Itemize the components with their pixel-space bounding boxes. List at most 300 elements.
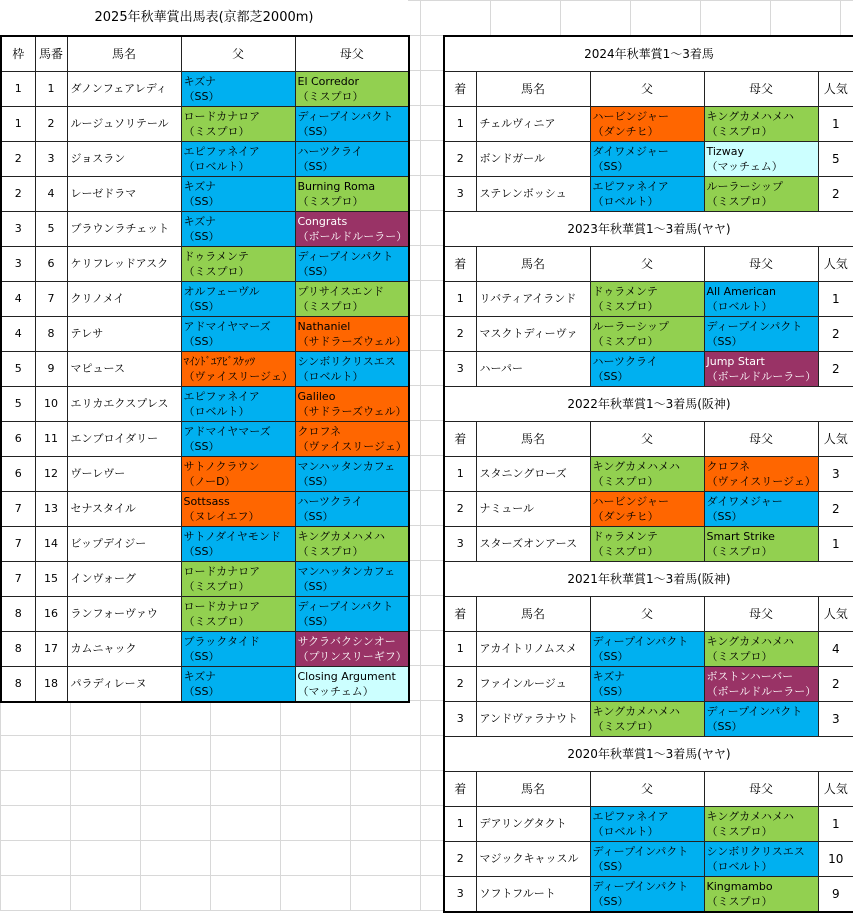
dam-sire-cell-line: ディープインパクト [297,250,394,263]
sire-cell [181,387,295,422]
table-row [444,527,853,562]
dam-sire-cell-lineage: （ロベルト） [706,300,773,313]
horse-name-cell: リバティアイランド [476,282,590,317]
sire-cell-lineage: （ミスプロ） [592,545,659,558]
dam-sire-cell-lineage: （SS） [297,160,334,173]
sire-cell-line: ﾏｲﾝﾄﾞﾕｱﾋﾞｽｹｯﾂ [183,355,255,368]
table-row [1,142,409,177]
sire-cell [181,177,295,212]
dam-sire-cell-line: El Corredor [297,75,360,88]
header-horse-name: 馬名 [67,36,181,72]
header-popularity: 人気 [818,422,853,457]
sire-cell-line: ロードカナロア [183,110,261,123]
section-title-row [444,212,853,247]
umaban-cell: 9 [35,352,67,387]
popularity-cell: 2 [818,667,853,702]
dam-sire-cell [704,632,818,667]
sire-cell-lineage: （SS） [592,160,629,173]
header-rank: 着 [444,422,476,457]
header-horse-name: 馬名 [476,422,590,457]
sire-cell [181,212,295,247]
header-dam-sire: 母父 [704,72,818,107]
umaban-cell: 4 [35,177,67,212]
sire-cell [590,107,704,142]
rank-cell: 2 [444,842,476,877]
header-horse-name: 馬名 [476,597,590,632]
waku-cell: 8 [1,632,35,667]
dam-sire-cell-lineage: （ロベルト） [297,370,364,383]
rank-cell: 3 [444,177,476,212]
popularity-cell: 3 [818,457,853,492]
dam-sire-cell-lineage: （プリンスリーギフ） [297,650,407,663]
section-title-row [444,562,853,597]
sire-cell-line: キングカメハメハ [592,460,680,473]
umaban-cell: 3 [35,142,67,177]
waku-cell: 6 [1,422,35,457]
horse-name-cell: マスクトディーヴァ [476,317,590,352]
sire-cell-line: ハーツクライ [592,355,658,368]
sire-cell-line: キズナ [592,670,626,683]
sire-cell-lineage: （SS） [183,90,220,103]
dam-sire-cell [295,527,409,562]
dam-sire-cell-lineage: （ミスプロ） [297,195,364,208]
sire-cell-lineage: （ノーD） [183,475,236,488]
dam-sire-cell-line: ディープインパクト [706,320,803,333]
umaban-cell: 6 [35,247,67,282]
waku-cell: 5 [1,387,35,422]
header-sire: 父 [590,772,704,807]
dam-sire-cell-lineage: （ヴァイスリージェ） [706,475,816,488]
dam-sire-cell-lineage: （ボールドルーラー） [706,370,817,383]
entries-header-row [1,36,409,72]
table-row [1,667,409,703]
dam-sire-cell [295,562,409,597]
table-row [1,492,409,527]
dam-sire-cell-line: キングカメハメハ [706,810,794,823]
dam-sire-cell [704,457,818,492]
dam-sire-cell-lineage: （サドラーズウェル） [297,335,407,348]
sire-cell-line: キズナ [183,215,217,228]
horse-name-cell: ケリフレッドアスク [67,247,181,282]
waku-cell: 7 [1,527,35,562]
dam-sire-cell-line: ダイワメジャー [706,495,783,508]
sire-cell [181,422,295,457]
section-title-row [444,737,853,772]
table-row [1,317,409,352]
header-horse-name: 馬名 [476,772,590,807]
dam-sire-cell-line: ディープインパクト [297,600,394,613]
dam-sire-cell-line: Burning Roma [297,180,376,193]
sire-cell [181,142,295,177]
rank-cell: 1 [444,457,476,492]
sire-cell-lineage: （ロベルト） [592,195,659,208]
sire-cell-line: エピファネイア [592,180,669,193]
dam-sire-cell-lineage: （ミスプロ） [297,90,364,103]
popularity-cell: 4 [818,632,853,667]
sire-cell [590,457,704,492]
section-title: 2023年秋華賞1～3着馬(ヤヤ) [444,212,853,247]
section-title: 2022年秋華賞1～3着馬(阪神) [444,387,853,422]
table-row [444,317,853,352]
section-header-row [444,72,853,107]
umaban-cell: 5 [35,212,67,247]
popularity-cell: 2 [818,352,853,387]
sire-cell [181,72,295,107]
dam-sire-cell-lineage: （SS） [706,335,743,348]
horse-name-cell: ダノンフェアレディ [67,72,181,107]
sire-cell-line: ドゥラメンテ [592,530,658,543]
waku-cell: 4 [1,317,35,352]
sire-cell-lineage: （SS） [183,545,220,558]
table-row [444,282,853,317]
dam-sire-cell [295,247,409,282]
sire-cell-line: エピファネイア [592,810,669,823]
horse-name-cell: ボンドガール [476,142,590,177]
popularity-cell: 3 [818,702,853,737]
table-row [1,177,409,212]
header-sire: 父 [590,72,704,107]
dam-sire-cell-lineage: （SS） [706,720,743,733]
dam-sire-cell-line: キングカメハメハ [297,530,385,543]
sire-cell [590,842,704,877]
dam-sire-cell-lineage: （サドラーズウェル） [297,405,407,418]
dam-sire-cell [295,142,409,177]
dam-sire-cell-line: クロフネ [297,425,342,438]
rank-cell: 3 [444,527,476,562]
rank-cell: 3 [444,352,476,387]
sire-cell [181,317,295,352]
sire-cell-line: エピファネイア [183,390,260,403]
sire-cell [590,877,704,913]
table-row [1,282,409,317]
dam-sire-cell-line: マンハッタンカフェ [297,460,396,473]
table-row [1,457,409,492]
rank-cell: 3 [444,877,476,913]
table-row [1,597,409,632]
dam-sire-cell-lineage: （ミスプロ） [297,300,364,313]
sire-cell [181,107,295,142]
dam-sire-cell-line: クロフネ [706,460,751,473]
section-title: 2024年秋華賞1～3着馬 [444,36,853,72]
rank-cell: 1 [444,282,476,317]
horse-name-cell: マピュース [67,352,181,387]
dam-sire-cell-line: Jump Start [706,355,765,368]
umaban-cell: 16 [35,597,67,632]
sire-cell-line: キングカメハメハ [592,705,680,718]
dam-sire-cell [704,142,818,177]
dam-sire-cell-lineage: （SS） [297,475,334,488]
dam-sire-cell-line: ディープインパクト [706,705,803,718]
sire-cell-line: ブラックタイド [183,635,260,648]
dam-sire-cell-line: ハーツクライ [297,145,363,158]
sire-cell [590,142,704,177]
horse-name-cell: アンドヴァラナウト [476,702,590,737]
dam-sire-cell [704,667,818,702]
table-row [444,177,853,212]
dam-sire-cell-line: All American [706,285,776,298]
horse-name-cell: スターズオンアース [476,527,590,562]
table-row [1,247,409,282]
sire-cell [181,457,295,492]
horse-name-cell: ナミュール [476,492,590,527]
sire-cell-line: キズナ [183,670,217,683]
dam-sire-cell-lineage: （ミスプロ） [706,825,773,838]
umaban-cell: 12 [35,457,67,492]
dam-sire-cell [704,107,818,142]
section-header-row [444,772,853,807]
horse-name-cell: ソフトフルート [476,877,590,913]
sire-cell [590,702,704,737]
dam-sire-cell [704,317,818,352]
sire-cell-lineage: （SS） [183,685,220,698]
sire-cell [590,527,704,562]
dam-sire-cell-lineage: （ボールドルーラー） [297,230,408,243]
sire-cell [181,247,295,282]
horse-name-cell: スタニングローズ [476,457,590,492]
table-row [444,877,853,913]
waku-cell: 3 [1,247,35,282]
sire-cell [590,317,704,352]
sire-cell-lineage: （ミスプロ） [592,335,659,348]
sire-cell [590,282,704,317]
horse-name-cell: パラディレーヌ [67,667,181,703]
dam-sire-cell-lineage: （マッチェム） [706,160,783,173]
waku-cell: 4 [1,282,35,317]
horse-name-cell: セナスタイル [67,492,181,527]
waku-cell: 7 [1,492,35,527]
dam-sire-cell-line: シンボリクリスエス [297,355,396,368]
dam-sire-cell [704,352,818,387]
horse-name-cell: ビップデイジー [67,527,181,562]
dam-sire-cell-line: ディープインパクト [297,110,394,123]
dam-sire-cell-line: Nathaniel [297,320,351,333]
popularity-cell: 2 [818,492,853,527]
table-row [1,387,409,422]
horse-name-cell: ヴーレヴー [67,457,181,492]
umaban-cell: 2 [35,107,67,142]
dam-sire-cell [295,597,409,632]
horse-name-cell: アカイトリノムスメ [476,632,590,667]
header-sire: 父 [590,422,704,457]
table-row [1,422,409,457]
popularity-cell: 10 [818,842,853,877]
horse-name-cell: インヴォーグ [67,562,181,597]
sire-cell [181,632,295,667]
sire-cell [590,807,704,842]
umaban-cell: 1 [35,72,67,107]
umaban-cell: 14 [35,527,67,562]
header-popularity: 人気 [818,72,853,107]
dam-sire-cell [704,282,818,317]
dam-sire-cell-lineage: （ミスプロ） [706,545,773,558]
table-row [444,702,853,737]
dam-sire-cell [295,177,409,212]
rank-cell: 2 [444,667,476,702]
dam-sire-cell [295,457,409,492]
dam-sire-cell-lineage: （ロベルト） [706,860,773,873]
section-title-row [444,387,853,422]
dam-sire-cell [704,702,818,737]
header-dam-sire: 母父 [295,36,409,72]
header-sire: 父 [590,597,704,632]
horse-name-cell: ハーパー [476,352,590,387]
horse-name-cell: ジョスラン [67,142,181,177]
dam-sire-cell-lineage: （ミスプロ） [706,650,773,663]
dam-sire-cell [295,387,409,422]
header-popularity: 人気 [818,597,853,632]
horse-name-cell: ランフォーヴァウ [67,597,181,632]
sire-cell-line: エピファネイア [183,145,260,158]
dam-sire-cell-line: マンハッタンカフェ [297,565,396,578]
table-row [444,667,853,702]
rank-cell: 2 [444,492,476,527]
dam-sire-cell [704,527,818,562]
dam-sire-cell-line: ボストンハーバー [706,670,794,683]
section-title: 2020年秋華賞1～3着馬(ヤヤ) [444,737,853,772]
header-rank: 着 [444,247,476,282]
popularity-cell: 1 [818,527,853,562]
dam-sire-cell-lineage: （ミスプロ） [706,895,773,908]
dam-sire-cell-line: Galileo [297,390,336,403]
sire-cell-line: サトノクラウン [183,460,260,473]
table-row [1,212,409,247]
sire-cell-lineage: （SS） [592,860,629,873]
horse-name-cell: エリカエクスプレス [67,387,181,422]
sire-cell-lineage: （ヌレイエフ） [183,510,260,523]
sire-cell-line: ロードカナロア [183,565,261,578]
horse-name-cell: ステレンボッシュ [476,177,590,212]
horse-name-cell: チェルヴィニア [476,107,590,142]
section-header-row [444,422,853,457]
sire-cell-line: サトノダイヤモンド [183,530,281,543]
entries-table-title: 2025年秋華賞出馬表(京都芝2000m) [0,0,408,35]
table-row [444,457,853,492]
waku-cell: 1 [1,107,35,142]
sire-cell-line: キズナ [183,180,217,193]
waku-cell: 6 [1,457,35,492]
popularity-cell: 9 [818,877,853,913]
sire-cell-lineage: （ミスプロ） [183,580,250,593]
waku-cell: 2 [1,177,35,212]
dam-sire-cell-lineage: （SS） [706,510,743,523]
horse-name-cell: テレサ [67,317,181,352]
table-row [1,527,409,562]
sire-cell-lineage: （ミスプロ） [183,615,250,628]
sire-cell-lineage: （ミスプロ） [592,475,659,488]
dam-sire-cell [295,632,409,667]
rank-cell: 2 [444,142,476,177]
sire-cell-lineage: （ロベルト） [592,825,659,838]
rank-cell: 3 [444,702,476,737]
dam-sire-cell [295,212,409,247]
dam-sire-cell [704,877,818,913]
dam-sire-cell-line: Congrats [297,215,348,228]
dam-sire-cell-line: シンボリクリスエス [706,845,805,858]
sire-cell-lineage: （SS） [183,195,220,208]
sire-cell [181,352,295,387]
sire-cell [590,352,704,387]
sire-cell-line: ディープインパクト [592,845,689,858]
popularity-cell: 1 [818,807,853,842]
dam-sire-cell-line: ルーラーシップ [706,180,784,193]
sire-cell [590,667,704,702]
rank-cell: 1 [444,807,476,842]
header-horse-name: 馬名 [476,72,590,107]
header-dam-sire: 母父 [704,772,818,807]
sire-cell-lineage: （ダンチヒ） [592,125,659,138]
umaban-cell: 8 [35,317,67,352]
popularity-cell: 1 [818,282,853,317]
header-rank: 着 [444,72,476,107]
sire-cell-line: ダイワメジャー [592,145,669,158]
table-row [1,352,409,387]
dam-sire-cell [704,177,818,212]
dam-sire-cell-lineage: （マッチェム） [297,685,374,698]
sire-cell-line: ハービンジャー [592,495,670,508]
dam-sire-cell-line: キングカメハメハ [706,635,794,648]
dam-sire-cell [704,842,818,877]
sire-cell-lineage: （SS） [592,370,629,383]
section-header-row [444,597,853,632]
horse-name-cell: ブラウンラチェット [67,212,181,247]
dam-sire-cell-lineage: （ミスプロ） [706,125,773,138]
header-dam-sire: 母父 [704,422,818,457]
waku-cell: 1 [1,72,35,107]
dam-sire-cell-line: ハーツクライ [297,495,363,508]
dam-sire-cell-line: Smart Strike [706,530,775,543]
header-dam-sire: 母父 [704,597,818,632]
table-row [444,107,853,142]
header-umaban: 馬番 [35,36,67,72]
table-row [1,72,409,107]
past-results-table [443,35,853,913]
sire-cell-lineage: （SS） [592,650,629,663]
sire-cell-lineage: （ロベルト） [183,160,250,173]
popularity-cell: 2 [818,317,853,352]
sire-cell-lineage: （SS） [183,650,220,663]
horse-name-cell: カムニャック [67,632,181,667]
rank-cell: 1 [444,632,476,667]
dam-sire-cell-lineage: （SS） [297,510,334,523]
dam-sire-cell [295,317,409,352]
entries-table [0,35,410,703]
dam-sire-cell [295,107,409,142]
header-sire: 父 [181,36,295,72]
dam-sire-cell [704,492,818,527]
section-title: 2021年秋華賞1～3着馬(阪神) [444,562,853,597]
dam-sire-cell-lineage: （SS） [297,615,334,628]
dam-sire-cell [295,667,409,703]
dam-sire-cell [295,492,409,527]
sire-cell-line: ルーラーシップ [592,320,670,333]
sire-cell-lineage: （SS） [592,685,629,698]
sire-cell-line: ロードカナロア [183,600,261,613]
horse-name-cell: エンブロイダリー [67,422,181,457]
header-waku: 枠 [1,36,35,72]
sire-cell-line: ドゥラメンテ [183,250,249,263]
sire-cell-line: アドマイヤマーズ [183,425,271,438]
dam-sire-cell-lineage: （ミスプロ） [297,545,364,558]
umaban-cell: 7 [35,282,67,317]
sire-cell-lineage: （ロベルト） [183,405,250,418]
sire-cell-lineage: （SS） [183,335,220,348]
sire-cell [181,527,295,562]
rank-cell: 1 [444,107,476,142]
dam-sire-cell-line: Kingmambo [706,880,773,893]
header-horse-name: 馬名 [476,247,590,282]
header-popularity: 人気 [818,772,853,807]
section-header-row [444,247,853,282]
